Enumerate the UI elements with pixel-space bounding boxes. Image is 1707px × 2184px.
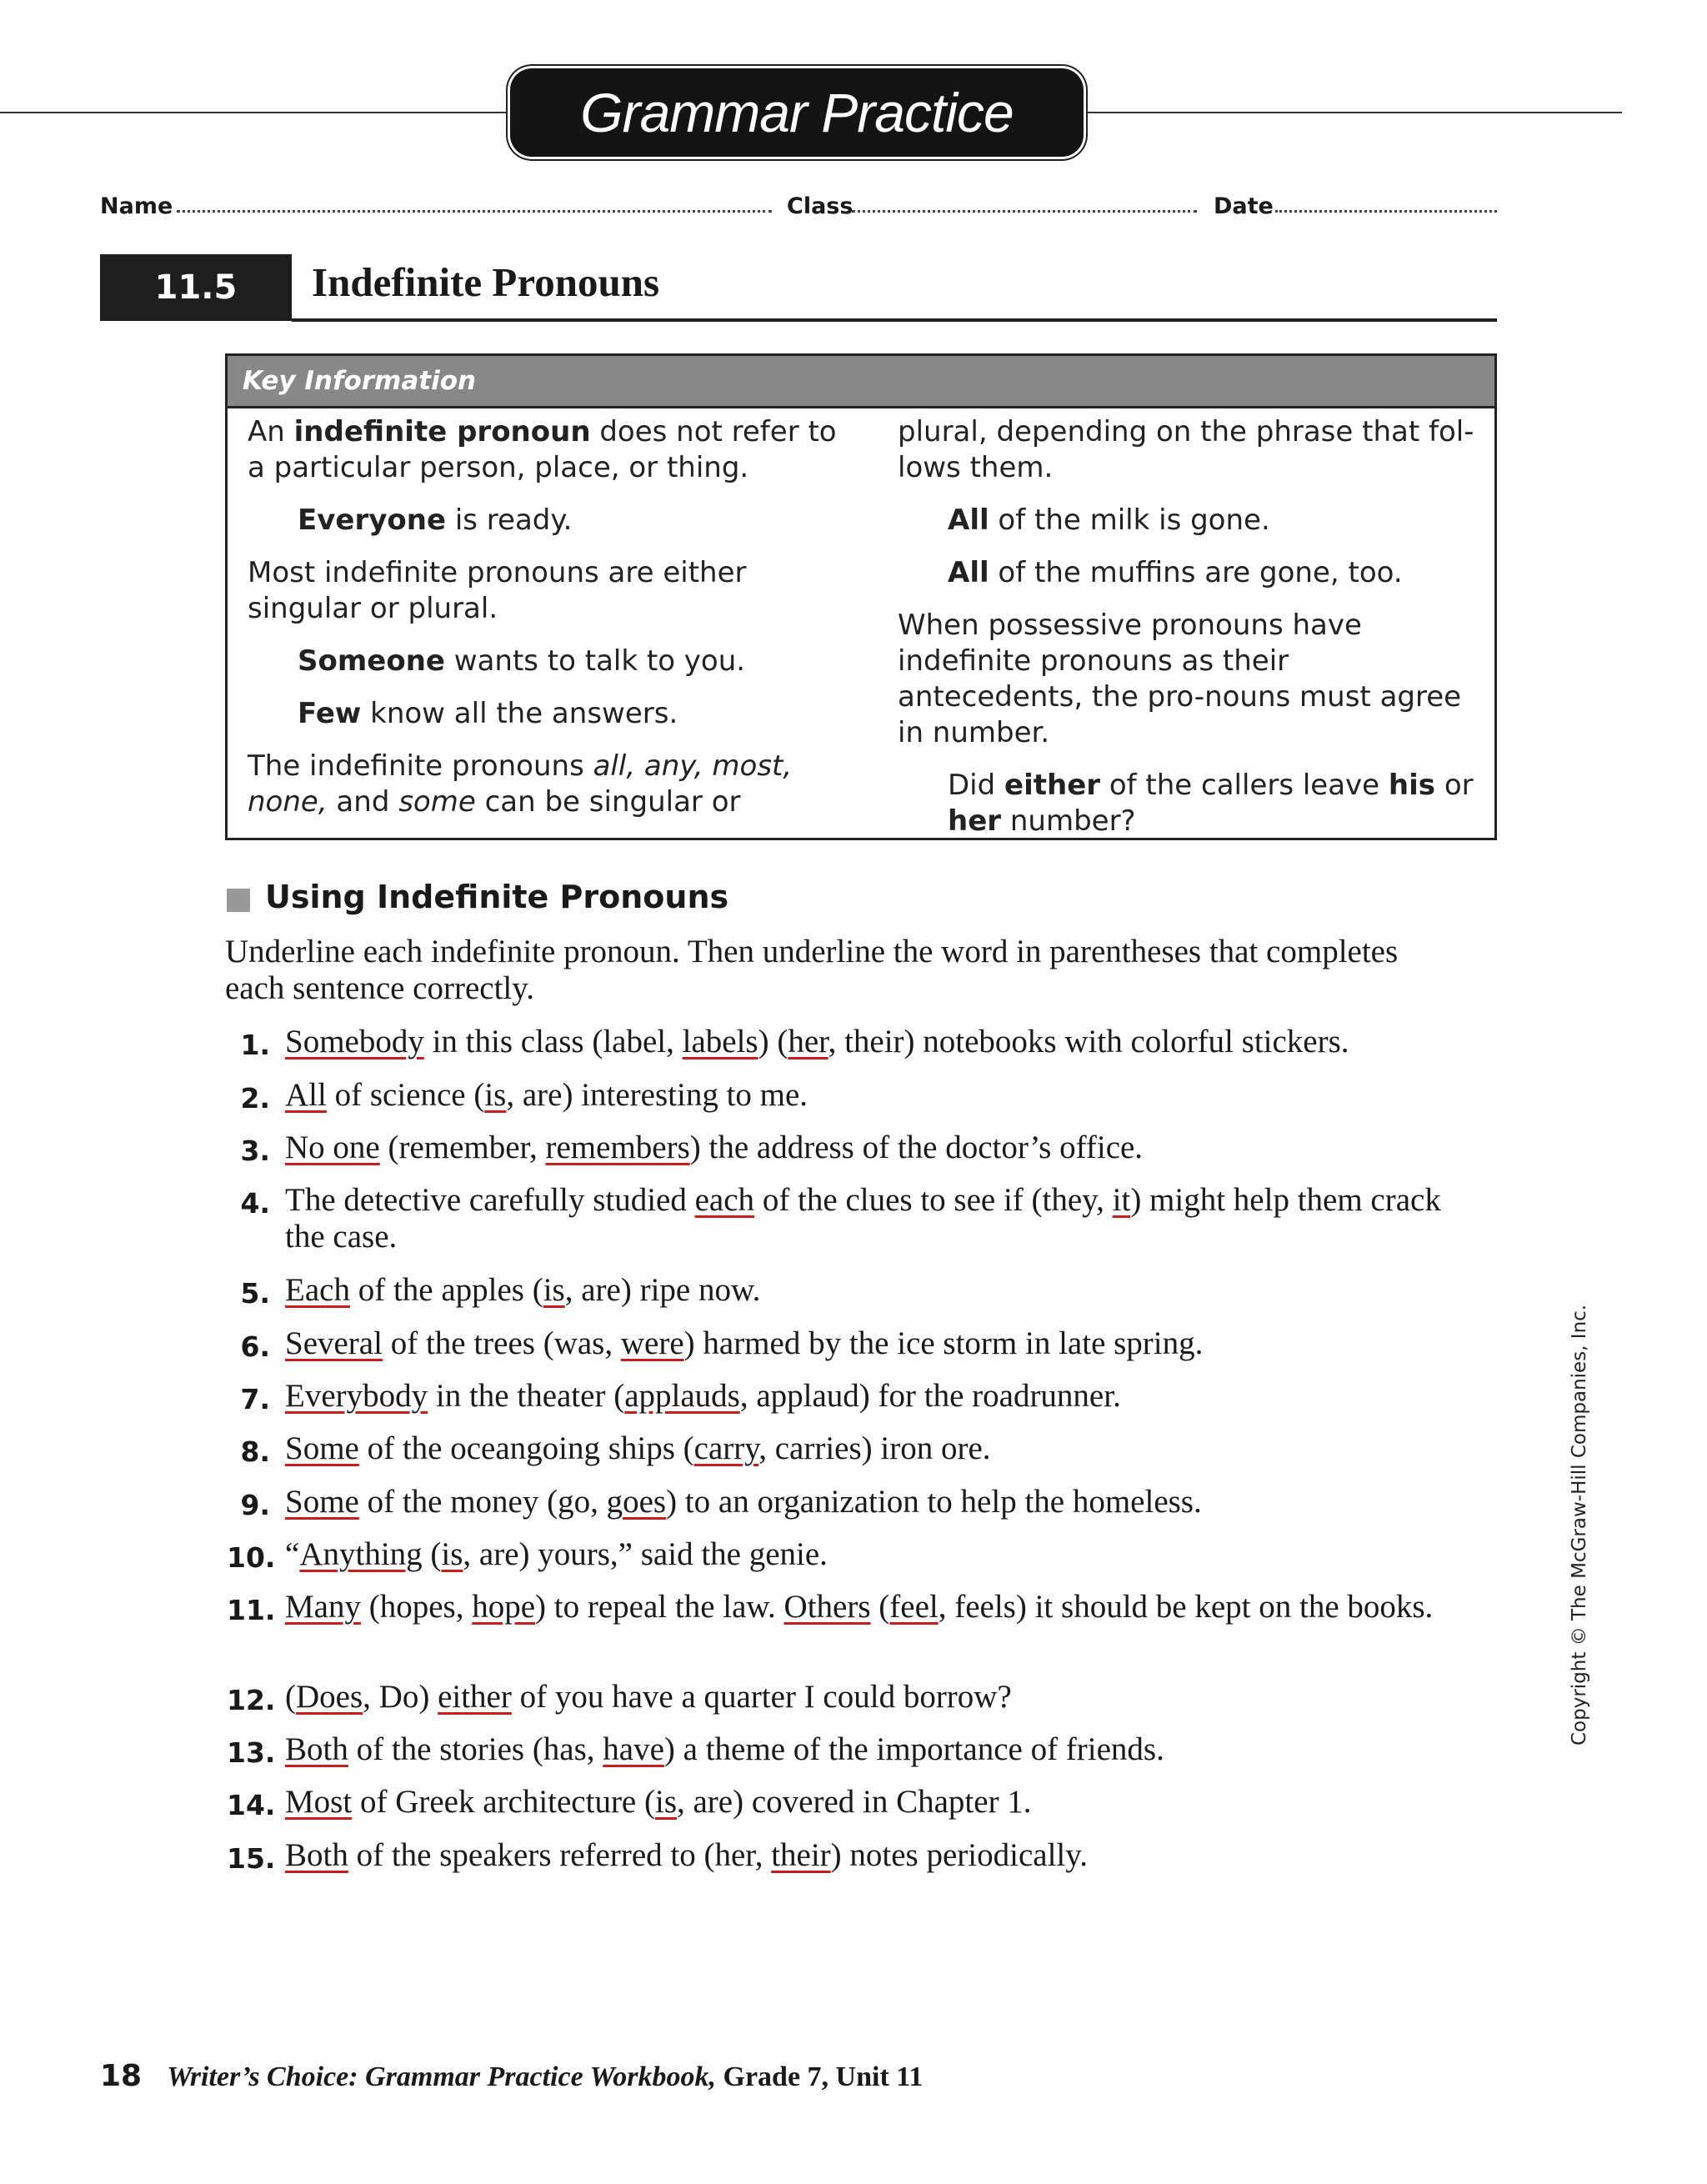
sentence-text: ) might help them crack the case.	[285, 1182, 1441, 1255]
underlined-word: is	[543, 1272, 565, 1308]
item-sentence	[285, 1182, 1452, 1255]
sentence-text: of the oceangoing ships (	[358, 1430, 694, 1466]
key-info-left-column	[248, 414, 856, 837]
underlined-word: No one	[285, 1130, 380, 1165]
underlined-word: remembers	[545, 1130, 690, 1165]
item-sentence	[285, 1024, 1452, 1060]
sentence-text: of you have a quarter I could borrow?	[511, 1679, 1012, 1715]
key-paragraph: plural, depending on the phrase that fol-lows them.	[898, 415, 1474, 484]
item-number: 6.	[240, 1330, 270, 1363]
item-sentence	[285, 1784, 1452, 1821]
underlined-word: Both	[285, 1837, 348, 1873]
item-number: 3.	[240, 1135, 270, 1167]
key-example: Someone wants to talk to you.	[298, 644, 746, 678]
class-field[interactable]	[852, 210, 1197, 213]
sentence-text: of the money (go,	[358, 1484, 607, 1520]
key-information-heading: Key Information	[228, 356, 1494, 408]
key-example: Few know all the answers.	[298, 697, 678, 730]
key-information-box	[225, 353, 1497, 840]
date-label: Date	[1214, 193, 1274, 219]
sentence-text: (	[870, 1589, 890, 1625]
date-field[interactable]	[1275, 210, 1497, 213]
underlined-word: Each	[285, 1272, 350, 1308]
sentence-text: in the theater (	[428, 1378, 625, 1414]
item-sentence	[285, 1484, 1452, 1520]
sentence-text: , carries) iron ore.	[758, 1430, 991, 1466]
section-number: 11.5	[100, 254, 292, 321]
underlined-word: is	[484, 1077, 507, 1113]
sentence-text: ) harmed by the ice storm in late spring.	[683, 1325, 1204, 1361]
sentence-text: , are) ripe now.	[564, 1272, 761, 1308]
key-example: All of the muffins are gone, too.	[948, 556, 1403, 589]
underlined-word: Others	[783, 1589, 871, 1625]
underlined-word: applauds	[624, 1378, 740, 1414]
item-sentence	[285, 1077, 1452, 1114]
sentence-text: ) a theme of the importance of friends.	[663, 1731, 1164, 1767]
sentence-text: , applaud) for the roadrunner.	[739, 1378, 1121, 1414]
sentence-text: , are) interesting to me.	[506, 1077, 808, 1113]
underlined-word: it	[1112, 1182, 1131, 1218]
item-sentence	[285, 1272, 1452, 1309]
underlined-word: her	[788, 1024, 828, 1059]
sentence-text: , Do)	[363, 1679, 438, 1715]
sentence-text: of the clues to see if (they,	[754, 1182, 1113, 1218]
name-field[interactable]	[177, 210, 772, 213]
sentence-text: of Greek architecture (	[352, 1784, 655, 1820]
underlined-word: Does	[296, 1679, 363, 1715]
item-sentence	[285, 1837, 1452, 1874]
item-sentence	[285, 1130, 1452, 1166]
item-number: 11.	[227, 1594, 276, 1626]
underlined-word: Most	[285, 1784, 353, 1820]
book-title: Writer’s Choice: Grammar Practice Workbook,	[167, 2061, 716, 2092]
item-sentence	[285, 1378, 1452, 1415]
square-bullet-icon	[227, 889, 250, 912]
sentence-text: , feels) it should be kept on the books.	[938, 1589, 1434, 1625]
underlined-word: either	[438, 1679, 512, 1715]
underlined-word: Everybody	[285, 1378, 428, 1414]
item-sentence	[285, 1536, 1452, 1573]
underlined-word: Some	[285, 1430, 359, 1466]
sentence-text: of science (	[326, 1077, 485, 1113]
sentence-text: ) to an organization to help the homeless.	[666, 1484, 1202, 1520]
underlined-word: Some	[285, 1484, 359, 1520]
sentence-text: in this class (label,	[423, 1024, 683, 1059]
sentence-text: “	[285, 1536, 300, 1572]
exercise-instructions: Underline each indefinite pronoun. Then underline the word in parentheses that completes each sentence correctly.	[225, 934, 1399, 1006]
underlined-word: All	[285, 1077, 327, 1113]
item-sentence	[285, 1589, 1452, 1625]
underlined-word: is	[654, 1784, 677, 1820]
underlined-word: is	[441, 1536, 463, 1572]
copyright-notice: Copyright © The McGraw-Hill Companies, Inc.	[1569, 1304, 1590, 1746]
underlined-word: goes	[606, 1484, 667, 1520]
sentence-text: (	[285, 1679, 296, 1715]
underlined-word: Both	[285, 1731, 348, 1767]
sentence-text: ) (	[758, 1024, 788, 1059]
item-sentence	[285, 1679, 1452, 1716]
underlined-word: Anything	[299, 1536, 423, 1572]
item-number: 7.	[240, 1383, 270, 1415]
grade-unit: Grade 7, Unit 11	[716, 2061, 924, 2092]
key-example: Everyone is ready.	[298, 503, 573, 537]
class-label: Class	[787, 193, 854, 219]
name-label: Name	[100, 193, 173, 219]
item-number: 5.	[240, 1277, 270, 1310]
sentence-text: ) notes periodically.	[830, 1837, 1088, 1873]
item-number: 12.	[227, 1684, 276, 1716]
sentence-text: (hopes,	[361, 1589, 473, 1625]
sentence-text: ) to repeal the law.	[535, 1589, 784, 1625]
key-paragraph: The indefinite pronouns all, any, most, none, and some can be singular or	[248, 749, 793, 819]
sentence-text: (	[422, 1536, 442, 1572]
item-number: 14.	[227, 1789, 276, 1821]
underlined-word: each	[694, 1182, 755, 1218]
key-info-right-column	[898, 414, 1481, 856]
key-paragraph: When possessive pronouns have indefinite pronouns as their antecedents, the pro-nouns must agree in number.	[898, 609, 1462, 749]
sentence-text: of the apples (	[349, 1272, 543, 1308]
underlined-word: feel	[889, 1589, 939, 1625]
key-example: All of the milk is gone.	[948, 503, 1270, 537]
underlined-word: Several	[285, 1325, 383, 1361]
sentence-text: ) the address of the doctor’s office.	[689, 1130, 1144, 1165]
item-number: 13.	[227, 1736, 276, 1769]
item-number: 4.	[240, 1187, 270, 1220]
exercise-heading: Using Indefinite Pronouns	[265, 879, 729, 915]
underlined-word: were	[620, 1325, 684, 1361]
item-sentence	[285, 1325, 1452, 1362]
underlined-word: Many	[285, 1589, 361, 1625]
footer	[100, 2059, 923, 2093]
item-number: 10.	[227, 1541, 276, 1574]
sentence-text: , are) yours,” said the genie.	[463, 1536, 828, 1572]
item-number: 2.	[240, 1082, 270, 1115]
underlined-word: their	[771, 1837, 831, 1873]
page-banner: Grammar Practice	[510, 68, 1084, 157]
item-sentence	[285, 1731, 1452, 1768]
underlined-word: hope	[472, 1589, 536, 1625]
sentence-text: of the trees (was,	[382, 1325, 621, 1361]
item-number: 9.	[240, 1489, 270, 1521]
item-sentence	[285, 1430, 1452, 1467]
item-number: 8.	[240, 1435, 270, 1468]
key-paragraph: Most indefinite pronouns are either singular or plural.	[248, 556, 747, 625]
page-number: 18	[100, 2059, 143, 2093]
sentence-text: The detective carefully studied	[285, 1182, 695, 1218]
underlined-word: have	[603, 1731, 664, 1767]
section-title: Indefinite Pronouns	[312, 259, 660, 305]
name-class-date-row	[0, 193, 1707, 222]
sentence-text: , are) covered in Chapter 1.	[677, 1784, 1032, 1820]
underlined-word: labels	[682, 1024, 758, 1059]
underlined-word: carry	[693, 1430, 759, 1466]
section-rule	[292, 318, 1497, 322]
key-paragraph: An indefinite pronoun does not refer to a particular person, place, or thing.	[248, 415, 837, 484]
underlined-word: Somebody	[285, 1024, 424, 1059]
item-number: 15.	[227, 1842, 276, 1875]
key-example: Did either of the callers leave his or her number?	[948, 769, 1474, 838]
sentence-text: of the speakers referred to (her,	[348, 1837, 772, 1873]
sentence-text: , their) notebooks with colorful stickers.	[828, 1024, 1349, 1059]
item-number: 1.	[240, 1029, 270, 1061]
sentence-text: (remember,	[379, 1130, 546, 1165]
sentence-text: of the stories (has,	[348, 1731, 603, 1767]
